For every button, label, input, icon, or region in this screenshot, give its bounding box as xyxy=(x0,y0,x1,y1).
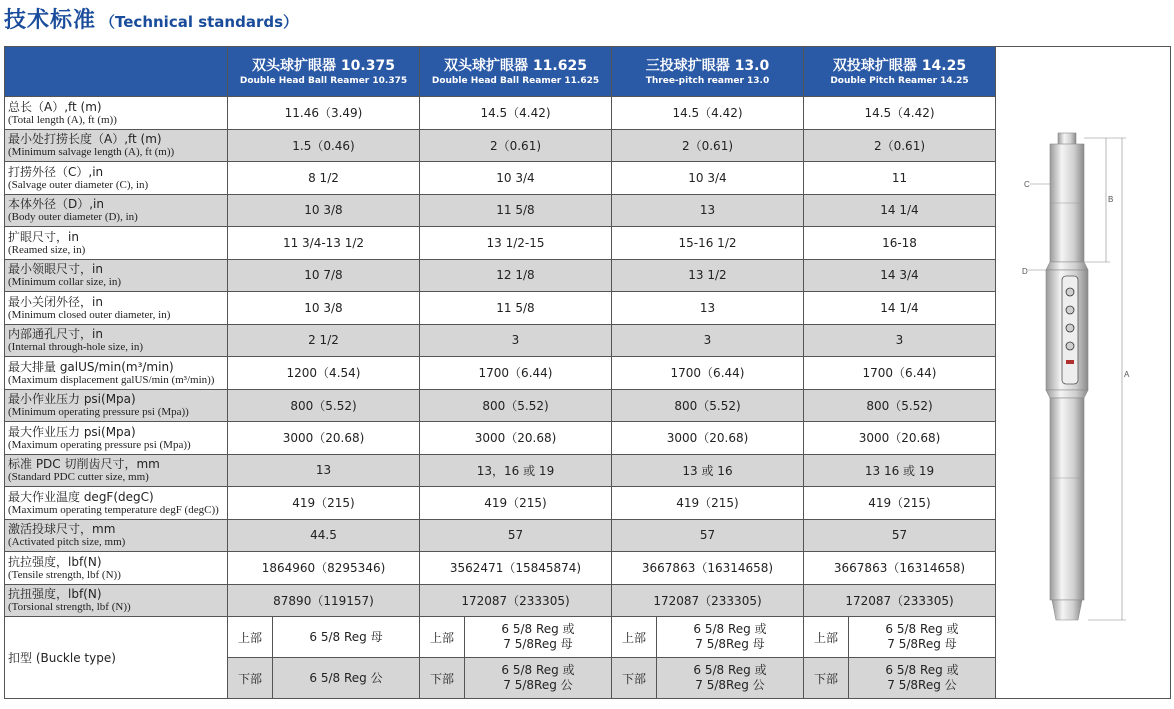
row-label-en: (Salvage outer diameter (C), in) xyxy=(8,178,149,191)
row-value: 16-18 xyxy=(804,227,996,260)
row-label xyxy=(5,357,228,390)
row-value: 3667863（16314658) xyxy=(612,552,804,585)
lower-connection: 6 5/8 Reg 公 xyxy=(273,658,420,699)
upper-connection: 6 5/8 Reg 母 xyxy=(273,617,420,658)
row-label-zh: 本体外径（D）,in xyxy=(8,197,104,212)
row-label xyxy=(5,292,228,325)
column-header xyxy=(228,47,420,97)
row-label-zh: 最小处打捞长度（A）,ft (m) xyxy=(8,132,162,147)
row-label-zh: 总长（A）,ft (m) xyxy=(8,99,102,114)
lower-connection: 6 5/8 Reg 或 7 5/8Reg 公 xyxy=(849,658,996,699)
row-value: 3667863（16314658) xyxy=(804,552,996,585)
row-value: 13 或 16 xyxy=(612,454,804,487)
column-name: 双头球扩眼器 11.625 xyxy=(444,57,587,74)
reamer-diagram xyxy=(1000,48,1170,703)
row-value: 1.5（0.46) xyxy=(228,129,420,162)
row-value: 3562471（15845874) xyxy=(420,552,612,585)
dim-label-b: B xyxy=(1108,195,1114,204)
row-label-en: (Activated pitch size, mm) xyxy=(8,536,126,549)
row-value: 14 3/4 xyxy=(804,259,996,292)
row-label xyxy=(5,227,228,260)
upper-connection: 6 5/8 Reg 或 7 5/8Reg 母 xyxy=(465,617,612,658)
column-header xyxy=(612,47,804,97)
row-label-en: (Minimum salvage length (A), ft (m)) xyxy=(8,146,175,159)
row-value: 2（0.61) xyxy=(804,129,996,162)
row-label-zh: 打捞外径（C）,in xyxy=(8,164,104,179)
upper-connection: 6 5/8 Reg 或 7 5/8Reg 母 xyxy=(657,617,804,658)
row-value: 11 3/4-13 1/2 xyxy=(228,227,420,260)
column-name: 双投球扩眼器 14.25 xyxy=(832,57,967,74)
row-label-zh: 内部通孔尺寸，in xyxy=(8,327,103,342)
row-value: 11 5/8 xyxy=(420,292,612,325)
row-value: 11 5/8 xyxy=(420,194,612,227)
row-value: 800（5.52) xyxy=(612,389,804,422)
row-value: 57 xyxy=(612,519,804,552)
row-value: 13，16 或 19 xyxy=(420,454,612,487)
lower-connection: 6 5/8 Reg 或 7 5/8Reg 公 xyxy=(465,658,612,699)
row-label-zh: 抗扭强度，lbf(N) xyxy=(8,587,102,602)
row-label-zh: 最大作业温度 degF(degC) xyxy=(8,489,154,504)
row-label-en: (Body outer diameter (D), in) xyxy=(8,211,138,224)
row-label xyxy=(5,454,228,487)
row-value: 15-16 1/2 xyxy=(612,227,804,260)
row-label xyxy=(5,162,228,195)
row-value: 10 3/8 xyxy=(228,292,420,325)
row-label xyxy=(5,552,228,585)
row-value: 3000（20.68) xyxy=(612,422,804,455)
row-value: 172087（233305) xyxy=(612,584,804,617)
row-value: 14.5（4.42) xyxy=(804,97,996,130)
row-value: 1864960（8295346) xyxy=(228,552,420,585)
row-label xyxy=(5,519,228,552)
row-value: 419（215) xyxy=(612,487,804,520)
row-value: 2（0.61) xyxy=(612,129,804,162)
row-value: 10 3/8 xyxy=(228,194,420,227)
row-value: 13 xyxy=(612,194,804,227)
row-value: 3000（20.68) xyxy=(804,422,996,455)
row-label-zh: 激活投球尺寸，mm xyxy=(8,522,116,537)
lower-position-label: 下部 xyxy=(612,658,657,699)
row-label-en: (Reamed size, in) xyxy=(8,243,86,256)
row-value: 3 xyxy=(612,324,804,357)
row-value: 10 3/4 xyxy=(612,162,804,195)
row-label xyxy=(5,129,228,162)
row-value: 1700（6.44) xyxy=(420,357,612,390)
row-label xyxy=(5,389,228,422)
row-value: 13 16 或 19 xyxy=(804,454,996,487)
row-label-en: (Internal through-hole size, in) xyxy=(8,341,144,354)
page-title xyxy=(4,3,298,33)
upper-position-label: 上部 xyxy=(420,617,465,658)
row-label-en: (Minimum closed outer diameter, in) xyxy=(8,308,171,321)
row-label-en: (Total length (A), ft (m)) xyxy=(8,113,117,126)
row-label xyxy=(5,194,228,227)
row-label-zh: 标准 PDC 切削齿尺寸，mm xyxy=(8,457,160,472)
row-label-en: (Minimum collar size, in) xyxy=(8,276,122,289)
dim-label-a: A xyxy=(1124,370,1130,379)
row-value: 419（215) xyxy=(228,487,420,520)
row-value: 800（5.52) xyxy=(228,389,420,422)
row-value: 13 xyxy=(228,454,420,487)
row-label-zh: 最小作业压力 psi(Mpa) xyxy=(8,392,136,407)
row-value: 3000（20.68) xyxy=(228,422,420,455)
row-value: 13 1/2 xyxy=(612,259,804,292)
row-value: 44.5 xyxy=(228,519,420,552)
row-value: 2 1/2 xyxy=(228,324,420,357)
row-value: 12 1/8 xyxy=(420,259,612,292)
row-value: 57 xyxy=(420,519,612,552)
column-sub: Double Head Ball Reamer 10.375 xyxy=(239,75,408,86)
row-value: 2（0.61) xyxy=(420,129,612,162)
lower-position-label: 下部 xyxy=(228,658,273,699)
row-label-zh: 抗拉强度，lbf(N) xyxy=(8,554,102,569)
spec-table xyxy=(4,46,1171,699)
row-value: 10 7/8 xyxy=(228,259,420,292)
row-label-zh: 最大作业压力 psi(Mpa) xyxy=(8,424,136,439)
row-label xyxy=(5,97,228,130)
row-label-en: (Minimum operating pressure psi (Mpa)) xyxy=(8,406,189,419)
row-value: 1700（6.44) xyxy=(612,357,804,390)
row-value: 11.46（3.49) xyxy=(228,97,420,130)
row-value: 11 xyxy=(804,162,996,195)
buckle-label-text: 扣型 (Buckle type) xyxy=(8,650,116,665)
row-value: 172087（233305) xyxy=(804,584,996,617)
row-value: 57 xyxy=(804,519,996,552)
column-header xyxy=(420,47,612,97)
row-value: 8 1/2 xyxy=(228,162,420,195)
row-value: 10 3/4 xyxy=(420,162,612,195)
row-label xyxy=(5,584,228,617)
title-zh: 技术标准 xyxy=(4,8,97,33)
lower-position-label: 下部 xyxy=(804,658,849,699)
row-value: 14 1/4 xyxy=(804,292,996,325)
upper-position-label: 上部 xyxy=(228,617,273,658)
row-value: 3 xyxy=(420,324,612,357)
row-label-zh: 最大排量 galUS/min(m³/min) xyxy=(8,359,174,374)
column-name: 双头球扩眼器 10.375 xyxy=(252,57,395,74)
header-corner xyxy=(5,47,228,97)
buckle-label xyxy=(5,617,228,699)
row-label-en: (Standard PDC cutter size, mm) xyxy=(8,471,149,484)
header-row xyxy=(5,47,1171,97)
column-sub: Double Head Ball Reamer 11.625 xyxy=(431,75,600,86)
row-label-en: (Maximum operating temperature degF (degC)) xyxy=(8,503,219,516)
row-value: 419（215) xyxy=(804,487,996,520)
column-sub: Three-pitch reamer 13.0 xyxy=(645,75,770,86)
row-value: 1700（6.44) xyxy=(804,357,996,390)
row-value: 87890（119157) xyxy=(228,584,420,617)
row-label xyxy=(5,259,228,292)
row-value: 800（5.52) xyxy=(420,389,612,422)
row-label-en: (Tensile strength, lbf (N)) xyxy=(8,568,121,581)
row-label-en: (Torsional strength, lbf (N)) xyxy=(8,601,131,614)
row-label-en: (Maximum displacement galUS/min (m³/min)) xyxy=(8,373,215,386)
column-sub: Double Pitch Reamer 14.25 xyxy=(830,75,969,86)
column-name: 三投球扩眼器 13.0 xyxy=(645,57,770,74)
row-label xyxy=(5,324,228,357)
lower-connection: 6 5/8 Reg 或 7 5/8Reg 公 xyxy=(657,658,804,699)
row-value: 800（5.52) xyxy=(804,389,996,422)
row-label-zh: 最小领眼尺寸，in xyxy=(8,262,103,277)
dim-label-d: D xyxy=(1022,267,1028,276)
upper-position-label: 上部 xyxy=(612,617,657,658)
row-value: 14 1/4 xyxy=(804,194,996,227)
row-value: 1200（4.54) xyxy=(228,357,420,390)
row-value: 13 1/2-15 xyxy=(420,227,612,260)
row-value: 14.5（4.42) xyxy=(420,97,612,130)
row-value: 172087（233305) xyxy=(420,584,612,617)
row-value: 3000（20.68) xyxy=(420,422,612,455)
row-value: 419（215) xyxy=(420,487,612,520)
row-label-zh: 最小关闭外径，in xyxy=(8,294,103,309)
column-header xyxy=(804,47,996,97)
row-label xyxy=(5,487,228,520)
dim-label-c: C xyxy=(1024,180,1030,189)
row-label-zh: 扩眼尺寸，in xyxy=(8,229,79,244)
row-value: 14.5（4.42) xyxy=(612,97,804,130)
row-value: 13 xyxy=(612,292,804,325)
row-value: 3 xyxy=(804,324,996,357)
title-en: （Technical standards） xyxy=(100,13,299,31)
row-label-en: (Maximum operating pressure psi (Mpa)) xyxy=(8,438,191,451)
upper-connection: 6 5/8 Reg 或 7 5/8Reg 母 xyxy=(849,617,996,658)
upper-position-label: 上部 xyxy=(804,617,849,658)
row-label xyxy=(5,422,228,455)
lower-position-label: 下部 xyxy=(420,658,465,699)
